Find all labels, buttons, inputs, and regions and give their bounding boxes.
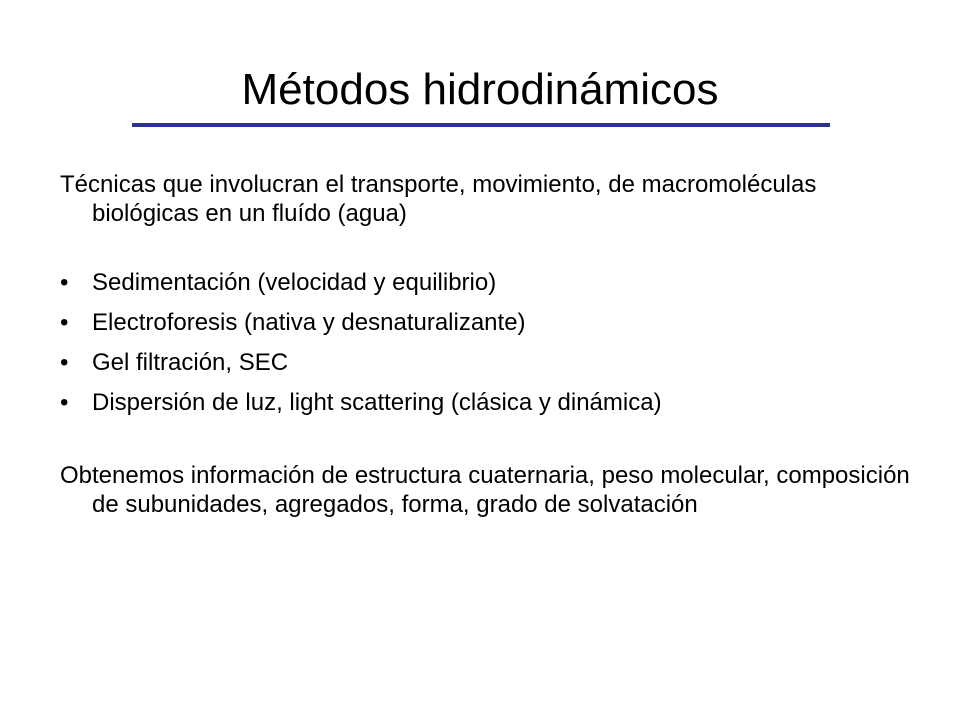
bullet-item-dispersion-luz — [60, 388, 920, 417]
slide-title: Métodos hidrodinámicos — [241, 65, 719, 114]
bullet-dot-icon: • — [60, 269, 69, 296]
bullet-text: Electroforesis (nativa y desnaturalizante) — [92, 309, 526, 336]
bullet-item-gel-filtracion — [60, 348, 920, 377]
bullet-text: Dispersión de luz, light scattering (clásica y dinámica) — [92, 389, 662, 416]
bullet-item-sedimentacion — [60, 268, 920, 297]
bullet-item-electroforesis — [60, 308, 920, 337]
intro-paragraph: Técnicas que involucran el transporte, movimiento, de macromoléculas biológicas en un fluído (agua) — [60, 171, 817, 227]
bullet-dot-icon: • — [60, 389, 69, 416]
bullet-list — [60, 268, 920, 417]
conclusion-paragraph: Obtenemos información de estructura cuaternaria, peso molecular, composición de subunidades, agregados, forma, grado de solvatación — [60, 462, 910, 518]
slide-body — [60, 170, 920, 519]
title-underline — [132, 123, 830, 127]
bullet-dot-icon: • — [60, 309, 69, 336]
bullet-dot-icon: • — [60, 349, 69, 376]
bullet-text: Gel filtración, SEC — [92, 349, 289, 376]
bullet-text: Sedimentación (velocidad y equilibrio) — [92, 269, 497, 296]
